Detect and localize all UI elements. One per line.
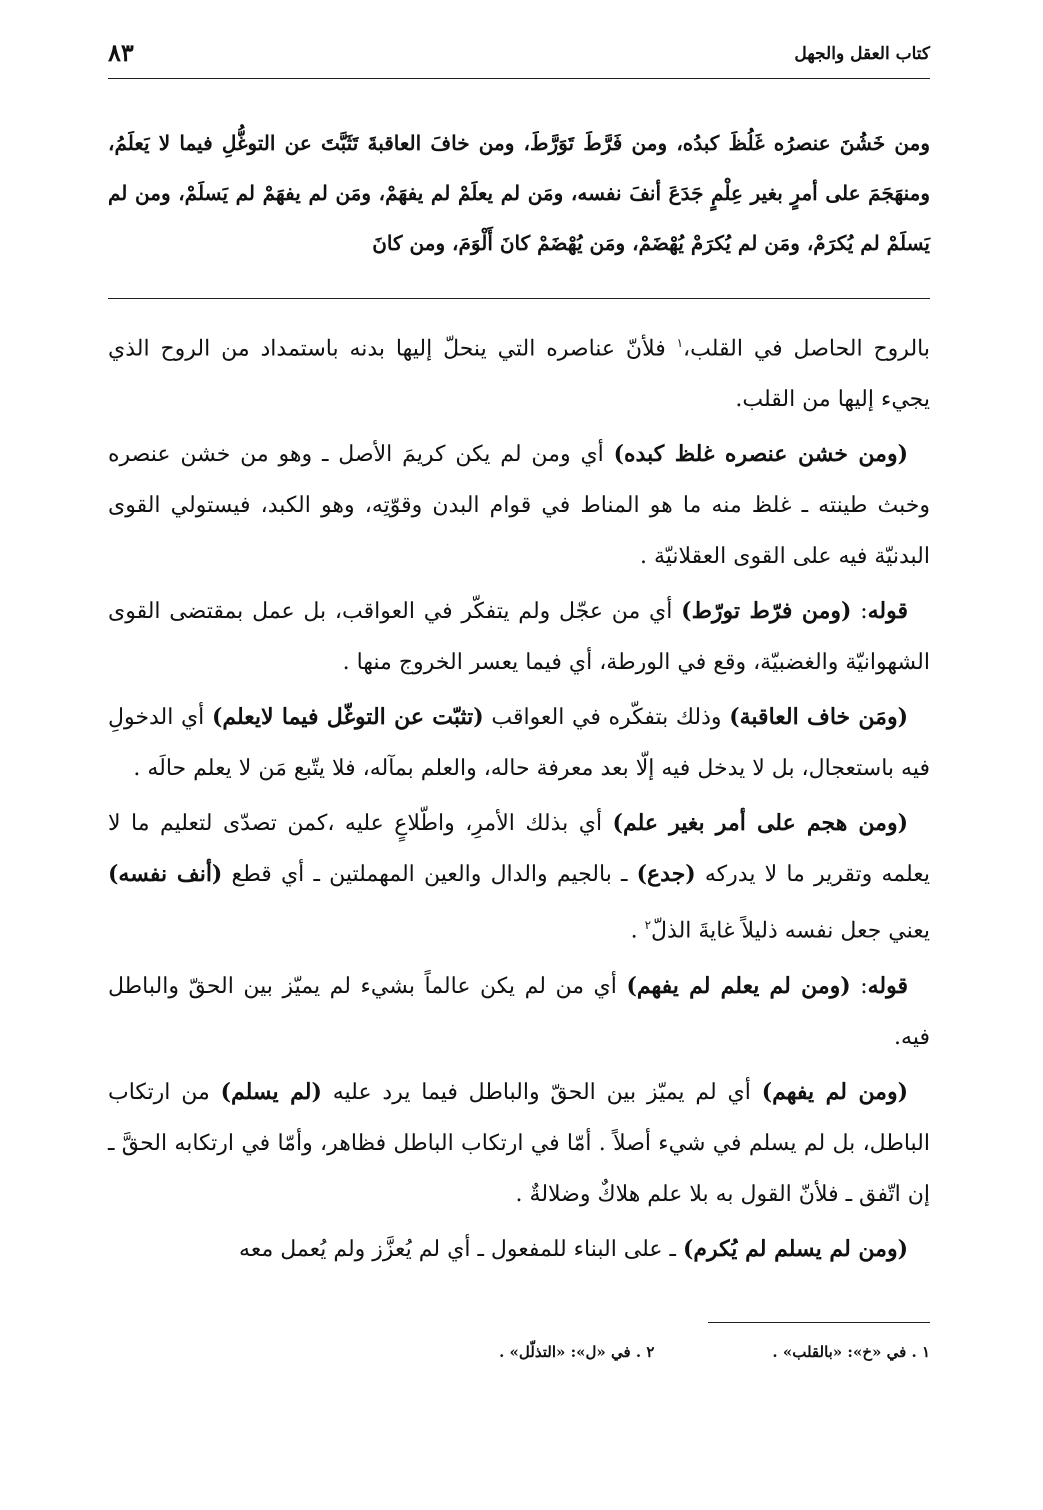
page-header	[108, 38, 930, 79]
quoted-phrase: (تثبّت عن التوغّل فيما لايعلم)	[211, 704, 484, 731]
footnotes	[410, 1343, 930, 1361]
matn-divider	[108, 298, 930, 299]
commentary-paragraph: (ومن هجم على أمر بغير علم) أي بذلك الأمرِ، واطّلاعٍ عليه ،كمن تصدّى لتعليم ما لا يعلمه وتقرير ما لا يدركه (جدع) ـ بالجيم والدال والعين المهملتين ـ أي قطع (أنف نفسه) يعني جعل نفسه ذليلاً غايةَ الذلّ$^٢$ .	[108, 810, 930, 944]
footnote-ref: ٢	[644, 918, 652, 933]
commentary-paragraph: (ومَن خاف العاقبة) وذلك بتفكّره في العواقب (تثبّت عن التوغّل فيما لايعلم) أي الدخولِ فيه باستعجال، بل لا يدخل فيه إلّا بعد معرفة حاله، والعلم بمآله، فلا يتّبع مَن لا يعلم حالَه .	[108, 704, 930, 782]
quoted-phrase: (ومن خشن عنصره غلظ كبده)	[613, 441, 908, 468]
quoted-phrase: (أنف نفسه)	[108, 861, 223, 888]
commentary-paragraph: (ومن خشن عنصره غلظ كبده) أي ومن لم يكن كريمَ الأصل ـ وهو من خشن عنصره وخبث طينته ـ غلظ منه ما هو المناط في قوام البدن وقوّتِه، وهو الكبد، فيستولي القوى البدنيّة فيه على القوى العقلانيّة .	[108, 441, 930, 570]
quoted-phrase: (ومن لم يسلم لم يُكرم)	[682, 1235, 908, 1262]
quoted-phrase: (ومن لم يفهم)	[761, 1078, 909, 1105]
quoted-phrase: (ومن لم يعلم لم يفهم)	[626, 972, 851, 999]
commentary-paragraph: بالروح الحاصل في القلب،$^١$ فلأنّ عناصره التي ينحلّ إليها بدنه باستمداد من الروح الذي يجيء إليها من القلب.	[108, 336, 930, 413]
quoted-phrase: قوله	[867, 598, 908, 625]
quoted-phrase: (ومن هجم على أمر بغير علم)	[612, 810, 908, 837]
hadith-text: ومن خَشُنَ عنصرُه غَلُظَ كبدُه، ومن فَرَّطَ تَوَرَّطَ، ومن خافَ العاقبةَ تَثَبَّتَ عن التوغُّلِ فيما لا يَعلَمُ، ومنهَجَمَ على أمرٍ بغير عِلْمٍ جَدَعَ أنفَ نفسه، ومَن لم يعلَمْ لم يفهَمْ، ومَن لم يفهَمْ لم يَسلَمْ، ومن لم يَسلَمْ لم يُكرَمْ، ومَن لم يُكرَمْ يُهْضَمْ، ومَن يُهْضَمْ كانَ أَلْوَمَ، ومن كانَ	[108, 131, 930, 255]
footnote-ref: ١	[676, 336, 684, 350]
footnote-divider	[708, 1322, 930, 1323]
commentary-paragraph: (ومن لم يفهم) أي لم يميّز بين الحقّ والباطل فيما يرد عليه (لم يسلم) من ارتكاب الباطل، بل لم يسلم في شيء أصلاً . أمّا في ارتكاب الباطل فظاهر، وأمّا في ارتكابه الحقَّ ـ إن اتّفق ـ فلأنّ القول به بلا علم هلاكٌ وضلالةٌ .	[108, 1078, 930, 1207]
quoted-phrase: (جدع)	[636, 861, 696, 888]
quoted-phrase: (لم يسلم)	[220, 1078, 322, 1105]
commentary-paragraph: (ومن لم يسلم لم يُكرم) ـ على البناء للمفعول ـ أي لم يُعزَّز ولم يُعمل معه	[239, 1235, 908, 1262]
page-number: ٨٣	[108, 38, 134, 67]
footnote-2: ٢ . في «ل»: «التذلّل» .	[499, 1343, 655, 1361]
commentary-paragraph: قوله: (ومن فرّط تورّط) أي من عجّل ولم يتفكّر في العواقب، بل عمل بمقتضى القوى الشهوانيّة والغضبيّة، وقع في الورطة، أي فيما يعسر الخروج منها .	[108, 598, 930, 676]
commentary-paragraph: قوله: (ومن لم يعلم لم يفهم) أي من لم يكن عالماً بشيء لم يميّز بين الحقّ والباطل فيه.	[108, 972, 930, 1050]
quoted-phrase: (ومن فرّط تورّط)	[681, 598, 852, 625]
running-title: كتاب العقل والجهل	[794, 44, 930, 64]
quoted-phrase: (ومَن خاف العاقبة)	[729, 704, 909, 731]
commentary	[108, 318, 930, 1279]
quoted-phrase: قوله	[867, 972, 909, 999]
footnote-1: ١ . في «خ»: «بالقلب» .	[772, 1343, 930, 1361]
